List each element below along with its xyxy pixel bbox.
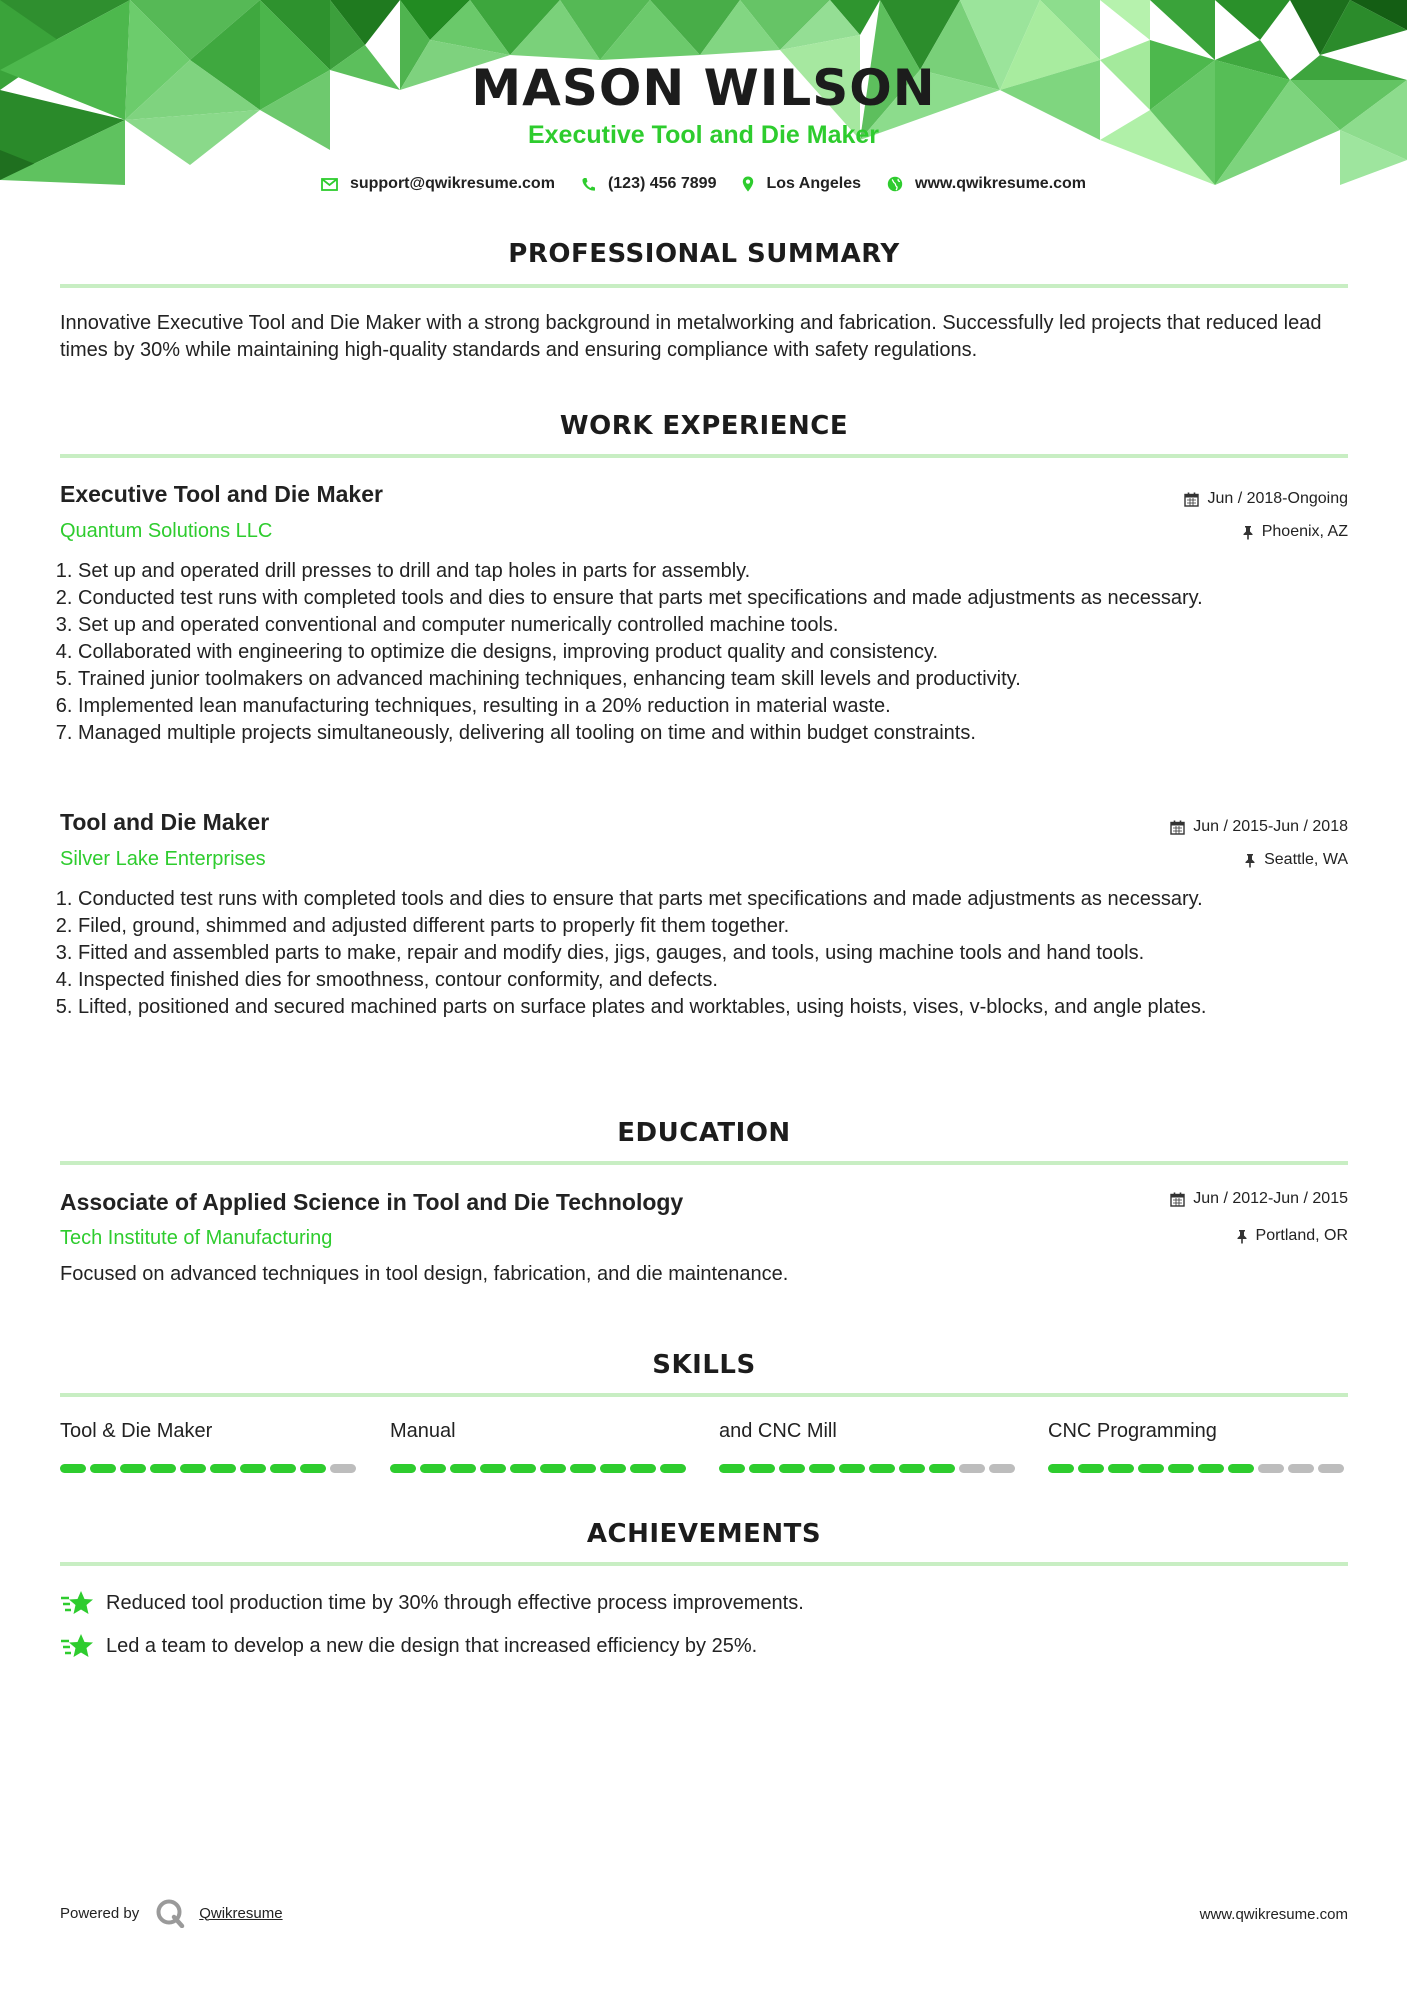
job-dates: [1184, 489, 1348, 509]
job-dates: [1170, 817, 1348, 837]
section-divider: [60, 284, 1348, 288]
skills-heading: SKILLS: [652, 1350, 756, 1380]
star-icon: [60, 1589, 94, 1617]
skill-segment-filled: [600, 1464, 626, 1473]
education-location: [1236, 1226, 1348, 1246]
job-responsibilities: [60, 886, 1368, 1021]
contact-bar: [0, 172, 1407, 196]
skill-segment-filled: [240, 1464, 266, 1473]
skill-segment-filled: [1078, 1464, 1104, 1473]
skill-segment-filled: [540, 1464, 566, 1473]
pin-icon: [1242, 525, 1254, 540]
pin-icon: [1236, 1229, 1248, 1244]
job-title: Executive Tool and Die Maker: [60, 481, 383, 507]
achievements-heading: ACHIEVEMENTS: [586, 1519, 822, 1549]
education-dates-text: Jun / 2012-Jun / 2015: [1193, 1190, 1348, 1207]
job-company: Silver Lake Enterprises: [60, 848, 266, 870]
skill-segment-filled: [1108, 1464, 1134, 1473]
list-item: 1. Set up and operated drill presses to drill and tap holes in parts for assembly.: [78, 558, 1368, 585]
list-item: 2. Conducted test runs with completed tools and dies to ensure that parts met specifications and made adjustments as necessary.: [78, 585, 1368, 612]
globe-icon: [887, 176, 903, 192]
skill-segment-filled: [1168, 1464, 1194, 1473]
job-dates-text: Jun / 2015-Jun / 2018: [1193, 818, 1348, 835]
skill-segment-filled: [570, 1464, 596, 1473]
job-dates-text: Jun / 2018-Ongoing: [1207, 490, 1348, 507]
pin-icon: [1244, 853, 1256, 868]
skill-segment-filled: [839, 1464, 865, 1473]
location-text: Los Angeles: [766, 175, 862, 192]
section-divider: [60, 1562, 1348, 1566]
skill-name: CNC Programming: [1048, 1420, 1217, 1442]
education-dates: [1170, 1189, 1348, 1209]
list-item: 3. Fitted and assembled parts to make, repair and modify dies, jigs, gauges, and tools, using machine tools and hand tools.: [78, 940, 1368, 967]
education-location-text: Portland, OR: [1255, 1227, 1348, 1244]
skill-level-bar: [719, 1464, 1019, 1473]
list-item: 6. Implemented lean manufacturing techniques, resulting in a 20% reduction in material waste.: [78, 693, 1368, 720]
achievement-text: Reduced tool production time by 30% through effective process improvements.: [106, 1591, 804, 1614]
footer-website[interactable]: www.qwikresume.com: [1199, 1906, 1348, 1923]
skill-item: [60, 1418, 360, 1473]
skill-segment-filled: [510, 1464, 536, 1473]
skill-segment-filled: [300, 1464, 326, 1473]
skill-level-bar: [60, 1464, 360, 1473]
skill-segment-filled: [90, 1464, 116, 1473]
email-text: support@qwikresume.com: [349, 175, 555, 192]
website-text: www.qwikresume.com: [915, 175, 1087, 192]
qwikresume-link[interactable]: Qwikresume: [199, 1904, 283, 1922]
skill-level-bar: [390, 1464, 690, 1473]
skill-segment-empty: [1288, 1464, 1314, 1473]
skill-segment-filled: [60, 1464, 86, 1473]
summary-text: Innovative Executive Tool and Die Maker with a strong background in metalworking and fabrication. Successfully led projects that reduced lead times by 30% while maintaining high-quality standards and ensuring compliance with safety regulations.: [60, 312, 1322, 361]
job-title: Tool and Die Maker: [60, 809, 270, 835]
calendar-icon: [1170, 820, 1185, 835]
skill-level-bar: [1048, 1464, 1348, 1473]
contact-website[interactable]: [887, 172, 1086, 196]
skill-segment-filled: [899, 1464, 925, 1473]
skill-segment-filled: [929, 1464, 955, 1473]
skill-segment-filled: [420, 1464, 446, 1473]
skill-segment-empty: [1318, 1464, 1344, 1473]
skill-name: Manual: [390, 1420, 456, 1442]
achievement-item: [60, 1632, 757, 1660]
job-location: [1242, 522, 1348, 542]
job-company: Quantum Solutions LLC: [60, 520, 273, 542]
contact-email[interactable]: [321, 172, 555, 196]
list-item: 1. Conducted test runs with completed tools and dies to ensure that parts met specifications and made adjustments as necessary.: [78, 886, 1368, 913]
job-location-text: Seattle, WA: [1264, 851, 1348, 868]
degree-title: Associate of Applied Science in Tool and Die Technology: [60, 1189, 684, 1215]
education-description: Focused on advanced techniques in tool design, fabrication, and die maintenance.: [60, 1263, 789, 1285]
skill-name: and CNC Mill: [719, 1420, 837, 1442]
skill-segment-filled: [1228, 1464, 1254, 1473]
candidate-title: Executive Tool and Die Maker: [527, 121, 880, 149]
skill-segment-filled: [749, 1464, 775, 1473]
skill-segment-filled: [390, 1464, 416, 1473]
skill-segment-empty: [959, 1464, 985, 1473]
skill-segment-filled: [719, 1464, 745, 1473]
skill-name: Tool & Die Maker: [60, 1420, 213, 1442]
skill-segment-filled: [480, 1464, 506, 1473]
contact-phone[interactable]: [581, 172, 717, 196]
skill-item: [390, 1418, 690, 1473]
skill-segment-empty: [989, 1464, 1015, 1473]
achievement-text: Led a team to develop a new die design that increased efficiency by 25%.: [106, 1634, 758, 1657]
calendar-icon: [1170, 1192, 1185, 1207]
list-item: 5. Trained junior toolmakers on advanced machining techniques, enhancing team skill levels and productivity.: [78, 666, 1368, 693]
job-location-text: Phoenix, AZ: [1261, 523, 1348, 540]
skill-segment-filled: [809, 1464, 835, 1473]
phone-text: (123) 456 7899: [607, 175, 717, 192]
list-item: 5. Lifted, positioned and secured machined parts on surface plates and worktables, using hoists, vises, v-blocks, and angle plates.: [78, 994, 1368, 1021]
skill-segment-filled: [779, 1464, 805, 1473]
skill-segment-filled: [270, 1464, 296, 1473]
skill-segment-filled: [210, 1464, 236, 1473]
contact-location: [742, 172, 861, 196]
school-name: Tech Institute of Manufacturing: [60, 1227, 333, 1249]
skill-segment-filled: [450, 1464, 476, 1473]
achievement-item: [60, 1589, 804, 1617]
star-icon: [60, 1632, 94, 1660]
map-marker-icon: [742, 176, 754, 192]
skill-segment-filled: [1198, 1464, 1224, 1473]
list-item: 4. Collaborated with engineering to optimize die designs, improving product quality and consistency.: [78, 639, 1368, 666]
skill-segment-filled: [120, 1464, 146, 1473]
skill-segment-filled: [1048, 1464, 1074, 1473]
qwikresume-logo: [155, 1898, 185, 1928]
education-heading: EDUCATION: [617, 1118, 791, 1148]
phone-icon: [581, 177, 596, 192]
list-item: 3. Set up and operated conventional and computer numerically controlled machine tools.: [78, 612, 1368, 639]
list-item: 2. Filed, ground, shimmed and adjusted different parts to properly fit them together.: [78, 913, 1368, 940]
skill-segment-filled: [660, 1464, 686, 1473]
skill-item: [719, 1418, 1019, 1473]
job-location: [1244, 850, 1348, 870]
summary-heading: PROFESSIONAL SUMMARY: [508, 239, 900, 269]
powered-by-label: Powered by: [60, 1904, 140, 1922]
list-item: 7. Managed multiple projects simultaneously, delivering all tooling on time and within budget constraints.: [78, 720, 1368, 747]
experience-heading: WORK EXPERIENCE: [559, 411, 849, 441]
skill-segment-filled: [869, 1464, 895, 1473]
calendar-icon: [1184, 492, 1199, 507]
envelope-icon: [321, 178, 338, 191]
job-responsibilities: [60, 558, 1368, 747]
section-divider: [60, 1393, 1348, 1397]
skill-segment-filled: [1138, 1464, 1164, 1473]
skill-segment-filled: [630, 1464, 656, 1473]
skill-segment-empty: [330, 1464, 356, 1473]
section-divider: [60, 454, 1348, 458]
candidate-name: MASON WILSON: [471, 59, 936, 117]
footer-powered-by: [60, 1898, 283, 1928]
skill-segment-empty: [1258, 1464, 1284, 1473]
section-divider: [60, 1161, 1348, 1165]
skill-segment-filled: [180, 1464, 206, 1473]
skill-item: [1048, 1418, 1348, 1473]
skill-segment-filled: [150, 1464, 176, 1473]
list-item: 4. Inspected finished dies for smoothness, contour conformity, and defects.: [78, 967, 1368, 994]
